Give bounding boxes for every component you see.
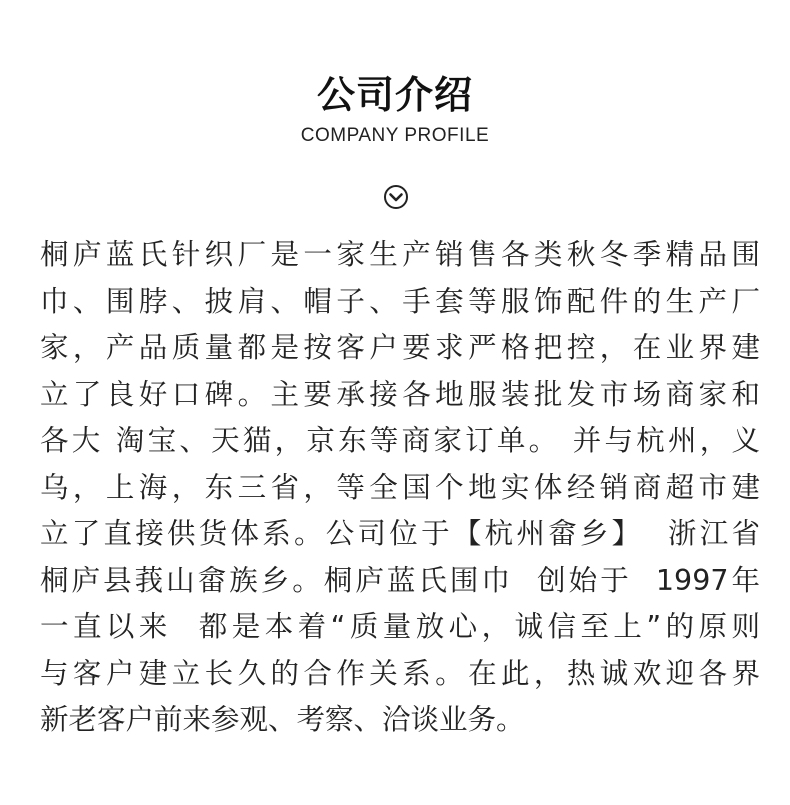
text-line: 家，产品质量都是按客户要求严格把控，在业界建 bbox=[40, 331, 760, 364]
text-line-last: 新老客户前来参观、考察、洽谈业务。 bbox=[40, 703, 525, 736]
text-line: 各大 淘宝、天猫，京东等商家订单。 并与杭州，义 bbox=[40, 424, 760, 457]
text-line: 一直以来 都是本着“质量放心，诚信至上”的原则 bbox=[40, 610, 760, 643]
text-line: 立了良好口碑。主要承接各地服装批发市场商家和 bbox=[40, 377, 760, 411]
page-title: 公司介绍 bbox=[316, 73, 473, 117]
text-line: 乌，上海，东三省，等全国个地实体经销商超市建 bbox=[40, 470, 760, 504]
text-line: 桐庐蓝氏针织厂是一家生产销售各类秋冬季精品围 bbox=[40, 238, 760, 271]
text-line: 巾、围脖、披肩、帽子、手套等服饰配件的生产厂 bbox=[40, 284, 760, 318]
text-line: 桐庐县莪山畲族乡。桐庐蓝氏围巾 创始于 1997年 bbox=[40, 563, 760, 597]
text-line: 与客户建立长久的合作关系。在此，热诚欢迎各界 bbox=[40, 656, 760, 690]
chevron-down-circle-icon bbox=[383, 184, 409, 210]
text-line: 立了直接供货体系。公司位于【杭州畲乡】 浙江省 bbox=[40, 517, 760, 550]
section-header bbox=[0, 70, 790, 148]
page-subtitle: COMPANY PROFILE bbox=[300, 125, 490, 146]
company-description bbox=[40, 232, 760, 744]
